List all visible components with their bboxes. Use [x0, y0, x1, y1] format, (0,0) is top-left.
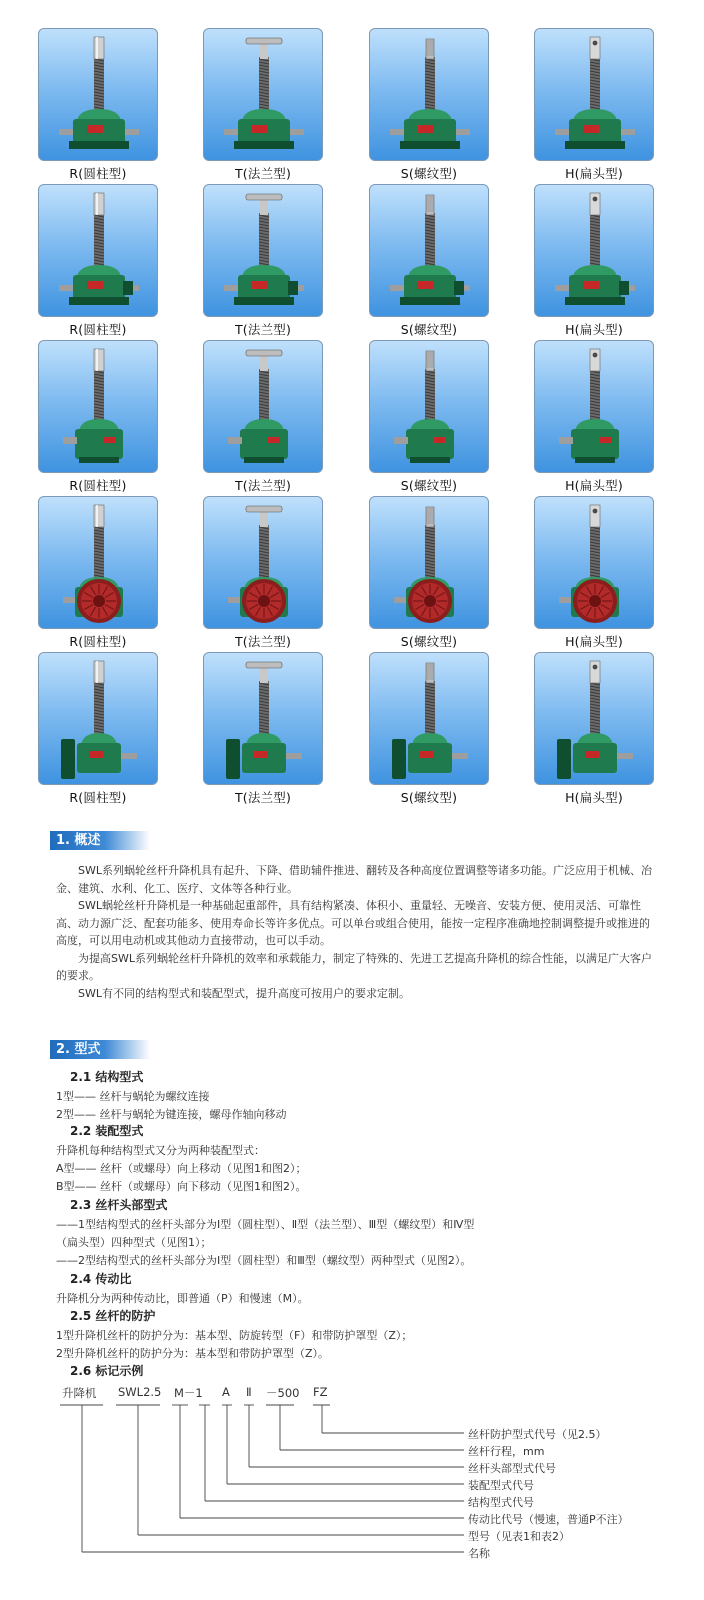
code-part-model: SWL2.5: [118, 1385, 162, 1399]
screw-jack-image: [204, 29, 323, 161]
section-1-heading: 1. 概述: [50, 831, 150, 850]
overview-paragraph: SWL有不同的结构型式和装配型式，提升高度可按用户的要求定制。: [78, 986, 410, 1000]
product-card: [203, 340, 323, 494]
product-card: [369, 184, 489, 338]
product-photo: [534, 496, 654, 629]
code-part-ratio-structure: M－1: [174, 1386, 203, 1400]
screw-jack-image: [370, 29, 489, 161]
product-caption: R(圆柱型): [69, 790, 127, 805]
product-caption: T(法兰型): [234, 166, 292, 181]
product-photo: [203, 340, 323, 473]
product-photo: [369, 652, 489, 785]
product-card: [38, 28, 158, 182]
overview-text: [56, 862, 656, 1002]
code-label: 名称: [468, 1547, 490, 1560]
product-caption: S(螺纹型): [400, 790, 458, 805]
overview-paragraph: SWL蜗轮丝杆升降机是一种基础起重部件，具有结构紧凑、体积小、重量轻、无噪音、安装方便、使用灵活、可靠性高、动力源广泛、配套功能多、使用寿命长等许多优点。可以单台或组合使用，能按一定程序准确地控制调整提升或推进的高度，可以用电动机或其他动力直接带动，也可以手动。: [56, 899, 650, 947]
subheading-2-2: 2.2 装配型式: [70, 1124, 144, 1138]
product-caption: T(法兰型): [234, 478, 292, 493]
product-card: [38, 652, 158, 806]
product-caption: S(螺纹型): [400, 634, 458, 649]
product-photo: [369, 184, 489, 317]
product-card: [203, 184, 323, 338]
product-photo: [369, 340, 489, 473]
overview-paragraph: 为提高SWL系列蜗轮丝杆升降机的效率和承载能力，制定了特殊的、先进工艺提高升降机的综合性能，以满足广大客户的要求。: [56, 951, 652, 982]
product-caption: S(螺纹型): [400, 478, 458, 493]
screw-jack-image: [370, 341, 489, 473]
text-line: 升降机分为两种传动比，即普通（P）和慢速（M）。: [56, 1292, 309, 1305]
product-photo: [534, 340, 654, 473]
product-caption: T(法兰型): [234, 322, 292, 337]
product-photo: [534, 184, 654, 317]
product-caption: H(扁头型): [565, 322, 623, 337]
screw-jack-image: [204, 497, 323, 629]
product-card: [203, 496, 323, 650]
code-label: 丝杆头部型式代号: [468, 1462, 556, 1475]
product-photo: [369, 496, 489, 629]
screw-jack-image: [39, 29, 158, 161]
product-caption: H(扁头型): [565, 790, 623, 805]
code-part-assembly: A: [222, 1385, 230, 1399]
product-card: [203, 652, 323, 806]
code-part-stroke: －500: [266, 1386, 300, 1400]
product-caption: R(圆柱型): [69, 478, 127, 493]
code-part-head: Ⅱ: [246, 1385, 252, 1399]
screw-jack-image: [370, 497, 489, 629]
screw-jack-image: [535, 653, 654, 785]
code-label: 型号（见表1和表2）: [468, 1530, 570, 1543]
product-photo: [38, 496, 158, 629]
text-line: 1型升降机丝杆的防护分为：基本型、防旋转型（F）和带防护罩型（Z）；: [56, 1329, 413, 1342]
product-card: [534, 652, 654, 806]
screw-jack-image: [39, 653, 158, 785]
screw-jack-image: [39, 341, 158, 473]
screw-jack-image: [204, 341, 323, 473]
product-card: [203, 28, 323, 182]
product-caption: R(圆柱型): [69, 322, 127, 337]
code-part-name: 升降机: [62, 1386, 97, 1400]
code-label: 丝杆防护型式代号（见2.5）: [468, 1428, 607, 1441]
text-line: ——2型结构型式的丝杆头部分为Ⅰ型（圆柱型）和Ⅲ型（螺纹型）两种型式（见图2）。: [56, 1254, 472, 1267]
text-line: 升降机每种结构型式又分为两种装配型式：: [56, 1144, 265, 1157]
text-line: B型—— 丝杆（或螺母）向下移动（见图1和图2）。: [56, 1180, 307, 1193]
subheading-2-6: 2.6 标记示例: [70, 1364, 144, 1378]
product-card: [534, 184, 654, 338]
product-caption: R(圆柱型): [69, 634, 127, 649]
product-photo: [38, 652, 158, 785]
product-photo: [534, 28, 654, 161]
product-photo: [534, 652, 654, 785]
screw-jack-image: [39, 185, 158, 317]
code-label: 丝杆行程，mm: [468, 1445, 545, 1458]
text-line: 2型—— 丝杆与蜗轮为键连接，螺母作轴向移动: [56, 1108, 287, 1121]
subheading-2-1: 2.1 结构型式: [70, 1070, 144, 1084]
product-caption: T(法兰型): [234, 634, 292, 649]
product-card: [38, 184, 158, 338]
product-card: [369, 340, 489, 494]
product-caption: H(扁头型): [565, 634, 623, 649]
product-photo: [203, 184, 323, 317]
screw-jack-image: [535, 185, 654, 317]
product-photo: [38, 184, 158, 317]
code-label: 传动比代号（慢速，普通P不注）: [468, 1513, 629, 1526]
product-card: [369, 652, 489, 806]
text-line: 1型—— 丝杆与蜗轮为螺纹连接: [56, 1090, 210, 1103]
code-label: 装配型式代号: [468, 1479, 534, 1492]
code-label: 结构型式代号: [468, 1496, 534, 1509]
product-photo: [369, 28, 489, 161]
product-photo: [203, 652, 323, 785]
text-line: 2型升降机丝杆的防护分为：基本型和带防护罩型（Z）。: [56, 1347, 330, 1360]
overview-paragraph: SWL系列蜗轮丝杆升降机具有起升、下降、借助辅件推进、翻转及各种高度位置调整等诸多功能。广泛应用于机械、冶金、建筑、水利、化工、医疗、文体等各种行业。: [56, 864, 652, 895]
product-photo: [38, 28, 158, 161]
subheading-2-5: 2.5 丝杆的防护: [70, 1309, 156, 1323]
product-card: [38, 496, 158, 650]
subheading-2-4: 2.4 传动比: [70, 1272, 132, 1286]
product-card: [534, 496, 654, 650]
screw-jack-image: [204, 653, 323, 785]
product-card: [38, 340, 158, 494]
section-2-heading: 2. 型式: [50, 1040, 150, 1059]
product-caption: H(扁头型): [565, 478, 623, 493]
product-photo: [203, 496, 323, 629]
product-photo: [38, 340, 158, 473]
screw-jack-image: [39, 497, 158, 629]
product-caption: R(圆柱型): [69, 166, 127, 181]
screw-jack-image: [370, 653, 489, 785]
product-caption: H(扁头型): [565, 166, 623, 181]
product-photo: [203, 28, 323, 161]
subheading-2-3: 2.3 丝杆头部型式: [70, 1198, 168, 1212]
product-card: [369, 496, 489, 650]
product-caption: T(法兰型): [234, 790, 292, 805]
product-card: [534, 340, 654, 494]
text-line: A型—— 丝杆（或螺母）向上移动（见图1和图2）；: [56, 1162, 307, 1175]
product-caption: S(螺纹型): [400, 166, 458, 181]
screw-jack-image: [370, 185, 489, 317]
screw-jack-image: [204, 185, 323, 317]
code-part-protection: FZ: [313, 1385, 328, 1399]
product-card: [534, 28, 654, 182]
text-line: ——1型结构型式的丝杆头部分为Ⅰ型（圆柱型）、Ⅱ型（法兰型）、Ⅲ型（螺纹型）和Ⅳ型: [56, 1218, 475, 1231]
product-caption: S(螺纹型): [400, 322, 458, 337]
product-card: [369, 28, 489, 182]
screw-jack-image: [535, 341, 654, 473]
screw-jack-image: [535, 29, 654, 161]
screw-jack-image: [535, 497, 654, 629]
text-line: （扁头型）四种型式（见图1）；: [56, 1236, 212, 1249]
